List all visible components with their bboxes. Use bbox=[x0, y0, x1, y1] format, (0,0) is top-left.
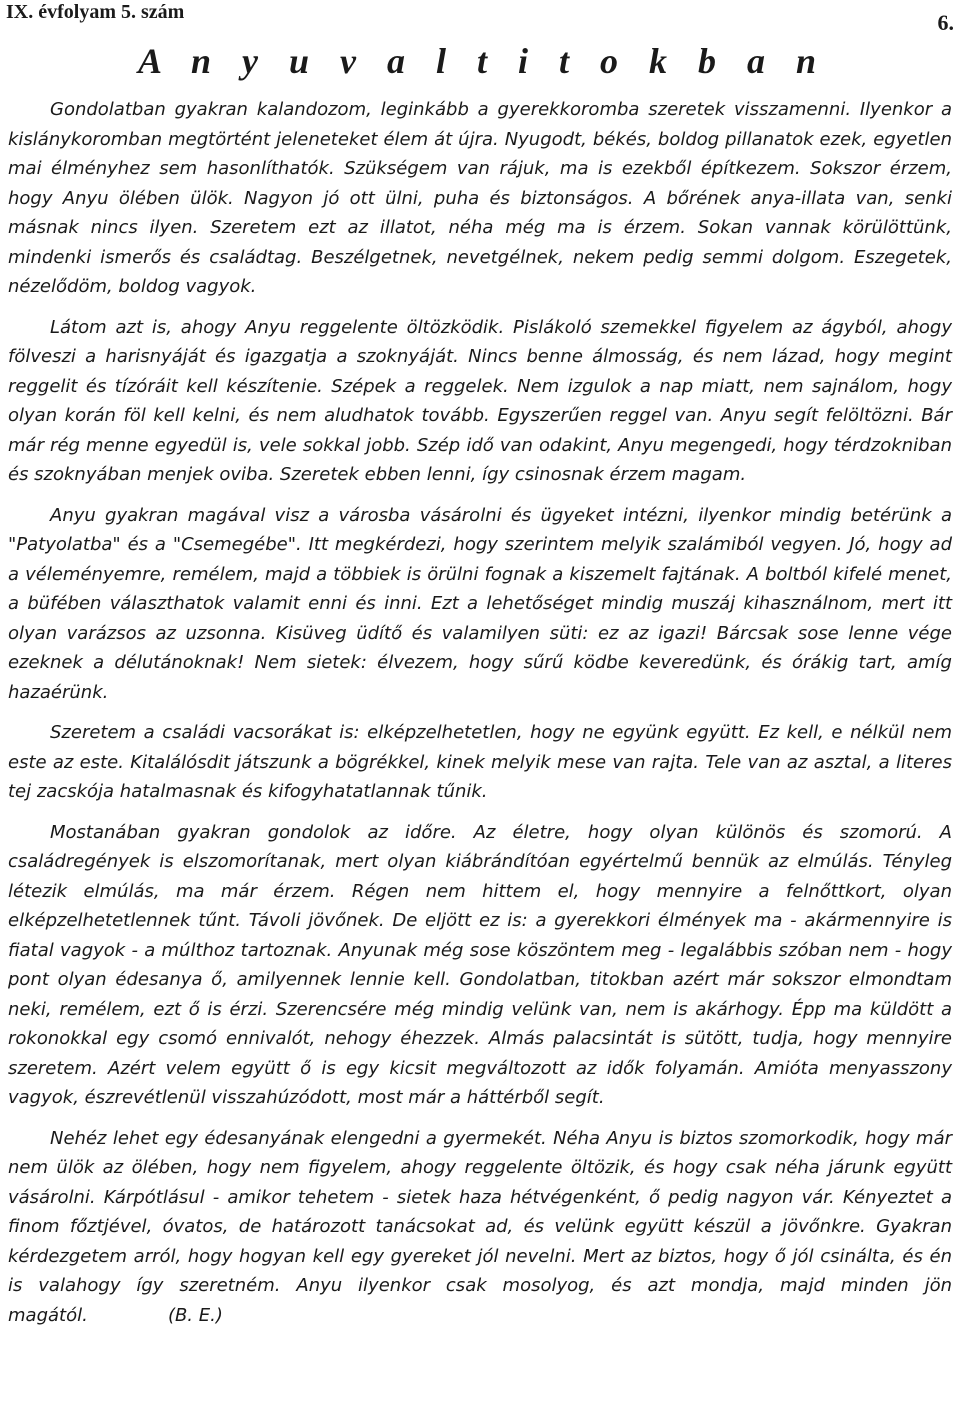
paragraph: Anyu gyakran magával visz a városba vásárolni és ügyeket intézni, ilyenkor mindig betérünk a "Patyolatba" és a "Csemegébe". Itt megkérdezi, hogy szerintem melyik szalámiból vegyen. Jó, hogy ad a véleményemre, remélem, majd a többiek is örülni fognak a kiszemelt fajtának. A boltból kifelé menet, a büfében választhatok valamit enni és inni. Ezt a lehetőséget mindig muszáj kihasználnom, mert itt olyan varázsos az uzsonna. Kisüveg üdítő és valamilyen süti: ez az igazi! Bárcsak sose lenne vége ezeknek a délutánoknak! Nem sietek: élvezem, hogy sűrű ködbe keveredünk, és órákig tart, amíg hazaérünk. bbox=[8, 504, 952, 703]
issue-label: IX. évfolyam 5. szám bbox=[6, 1, 185, 23]
article-body bbox=[8, 95, 952, 1341]
page-header bbox=[6, 0, 954, 35]
paragraph: Látom azt is, ahogy Anyu reggelente öltözködik. Pislákoló szemekkel figyelem az ágyból, ahogy fölveszi a harisnyáját és igazgatja a szoknyáját. Nincs benne álmosság, és nem lázad, hogy megint reggelit és tízóráit kell készítenie. Szépek a reggelek. Nem izgulok a nap miatt, nem sajnálom, hogy olyan korán föl kell kelni, és nem aludhatok tovább. Egyszerűen reggel van. Anyu segít felöltözni. Bár már rég menne egyedül is, vele sokkal jobb. Szép idő van odakint, Anyu megengedi, hogy térdzokniban és szoknyában menjek oviba. Szeretek ebben lenni, így csinosnak érzem magam. bbox=[8, 316, 952, 485]
author-signature: (B. E.) bbox=[167, 1304, 223, 1326]
paragraph: Mostanában gyakran gondolok az időre. Az életre, hogy olyan különös és szomorú. A családregények is elszomorítanak, mert olyan kiábrándítóan egyértelmű bennük az elmúlás. Tényleg létezik elmúlás, ma már érzem. Régen nem hittem el, hogy mennyire a felnőttkort, olyan elképzelhetetlennek tűnt. Távoli jövőnek. De eljött ez is: a gyerekkori élmények ma - akármennyire is fiatal vagyok - a múlthoz tartoznak. Anyunak még sose köszöntem meg - legalábbis szóban nem - hogy pont olyan édesanya ő, amilyennek lennie kell. Gondolatban, titokban azért már sokszor elmondtam neki, remélem, ezt ő is érzi. Szerencsére még mindig velünk van, nem is akárhogy. Épp ma küldött a rokonokkal egy csomó ennivalót, nehogy éhezzek. Almás palacsintát is sütött, tudja, hogy mennyire szeretem. Azért velem együtt ő is egy kicsit megváltozott az idők folyamán. Amióta menyasszony vagyok, észrevétlenül visszahúzódott, most már a háttérből segít. bbox=[8, 821, 952, 1108]
page-number: 6. bbox=[937, 10, 954, 35]
paragraph: Szeretem a családi vacsorákat is: elképzelhetetlen, hogy ne együnk együtt. Ez kell, e nélkül nem este az este. Kitalálósdit játszunk a bögrékkel, kinek melyik mese van rajta. Tele van az asztal, a literes tej zacskója hatalmasnak és kifogyhatatlannak tűnik. bbox=[8, 722, 952, 802]
article-title: A n y u v a l t i t o k b a n bbox=[137, 41, 823, 81]
paragraph: Gondolatban gyakran kalandozom, leginkább a gyerekkoromba szeretek visszamenni. Ilyenkor a kislánykoromban megtörtént jeleneteket élem át újra. Nyugodt, békés, boldog pillanatok ezek, egyetlen mai élményhez sem hasonlíthatók. Szükségem van rájuk, ma is ezekből építkezem. Sokszor érzem, hogy Anyu ölében ülök. Nagyon jó ott ülni, puha és biztonságos. A bőrének anya-illata van, senki másnak nincs ilyen. Szeretem ezt az illatot, néha még ma is érzem. Sokan vannak körülöttünk, mindenki ismerős és családtag. Beszélgetnek, nevetgélnek, nekem pedig semmi dolgom. Eszegetek, nézelődöm, boldog vagyok. bbox=[8, 99, 952, 297]
paragraph-last-text: Nehéz lehet egy édesanyának elengedni a gyermekét. Néha Anyu is biztos szomorkodik, hogy már nem ülök az ölében, hogy nem figyelem, ahogy reggelente öltözik, és hogy csak néha járunk együtt vásárolni. Kárpótlásul - amikor tehetem - sietek haza hétvégenként, ő pedig nagyon vár. Kényeztet a finom főztjével, óvatos, de határozott tanácsokat ad, és velünk együtt készül a jövőnkre. Gyakran kérdezgetem arról, hogy hogyan kell egy gyereket jól nevelni. Mert az biztos, hogy ő jól csinálta, és én is valahogy így szeretném. Anyu ilyenkor csak mosolyog, és azt mondja, majd minden jön magától. bbox=[8, 1127, 952, 1326]
paragraph-last bbox=[8, 1124, 952, 1331]
